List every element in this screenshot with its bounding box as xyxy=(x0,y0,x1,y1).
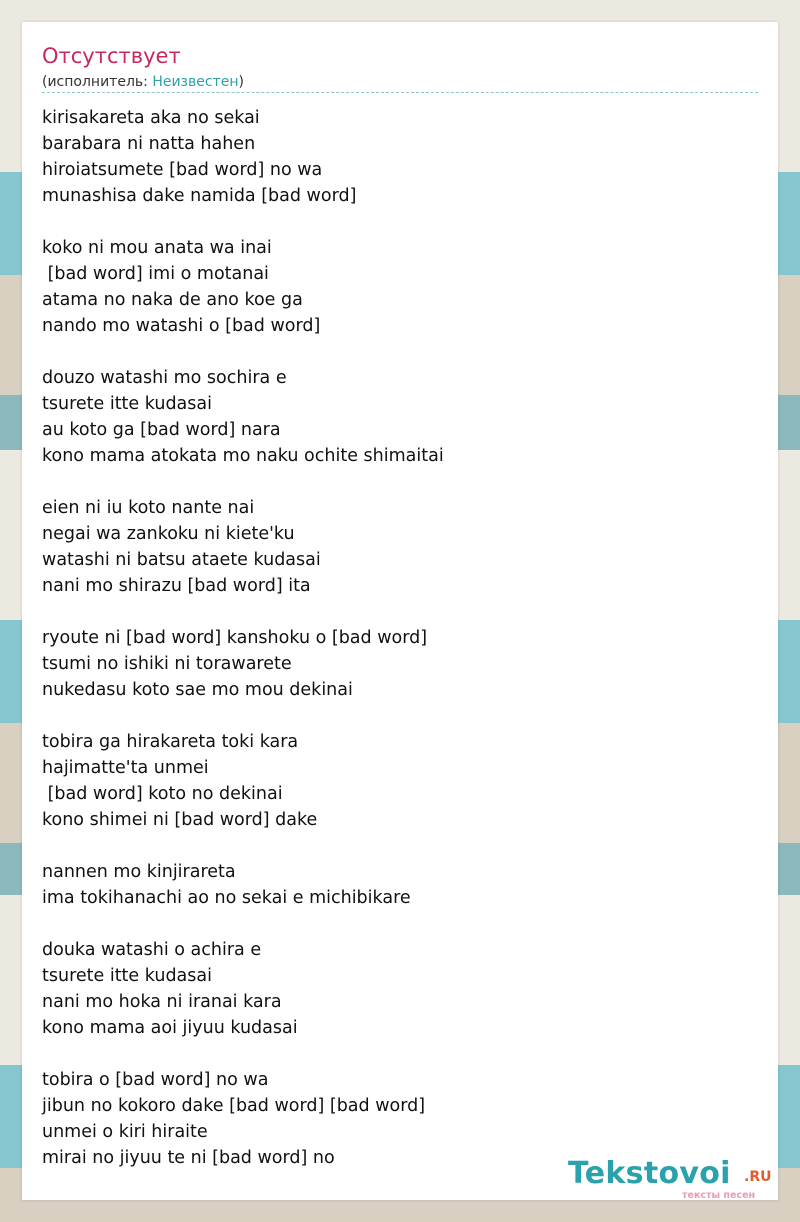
site-logo[interactable] xyxy=(568,1156,778,1202)
lyrics-card xyxy=(22,22,778,1200)
artist-prefix: (исполнитель: xyxy=(42,74,153,90)
lyrics-text: kirisakareta aka no sekai barabara ni natta hahen hiroiatsumete [bad word] no wa munashisa dake namida [bad word] koko ni mou anata wa inai [bad word] imi o motanai atama no naka de ano koe ga nando mo watashi o [bad word] douzo watashi mo sochira e tsurete itte kudasai au koto ga [bad word] nara kono mama atokata mo naku ochite shimaitai eien ni iu koto nante nai negai wa zankoku ni kiete'ku watashi ni batsu ataete kudasai nani mo shirazu [bad word] ita ryoute ni [bad word] kanshoku o [bad word] tsumi no ishiki ni torawarete nukedasu koto sae mo mou dekinai tobira ga hirakareta toki kara hajimatte'ta unmei [bad word] koto no dekinai kono shimei ni [bad word] dake nannen mo kinjirareta ima tokihanachi ao no sekai e michibikare douka watashi o achira e tsurete itte kudasai nani mo hoka ni iranai kara kono mama aoi jiyuu kudasai tobira o [bad word] no wa jibun no kokoro dake [bad word] [bad word] unmei o kiri hiraite mirai no jiyuu te ni [bad word] no xyxy=(42,108,444,1168)
title-divider xyxy=(42,92,758,93)
artist-link[interactable]: Неизвестен xyxy=(152,74,239,90)
artist-suffix: ) xyxy=(238,74,244,90)
logo-tagline: тексты песен xyxy=(682,1190,756,1201)
logo-name: Tekstovoi xyxy=(568,1156,731,1191)
song-title: Отсутствует xyxy=(42,44,181,68)
artist-line xyxy=(42,74,244,90)
logo-domain: .RU xyxy=(744,1169,772,1185)
